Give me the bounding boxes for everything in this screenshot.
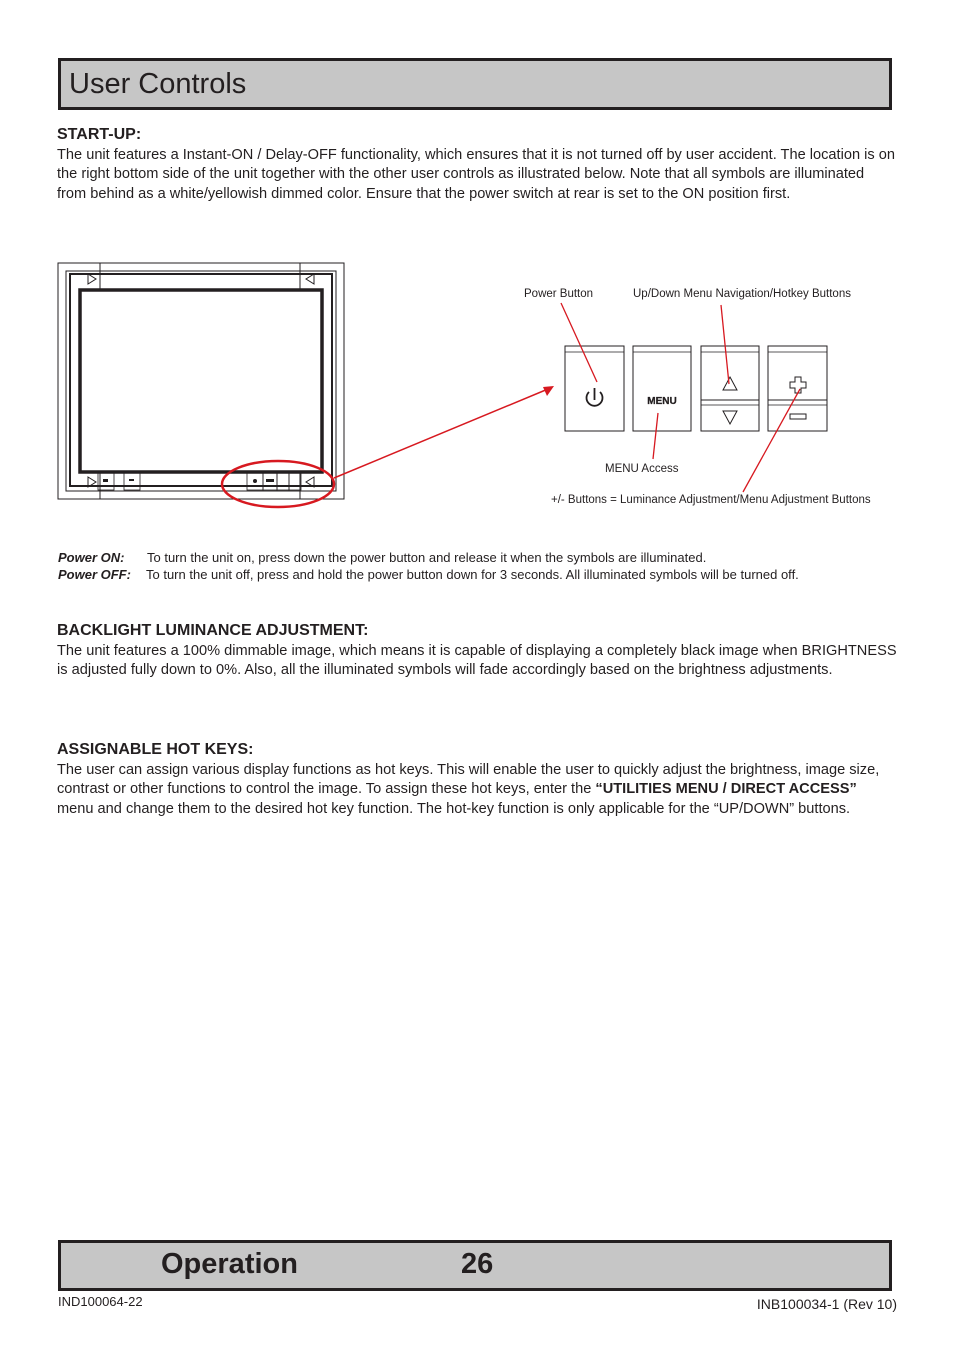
user-controls-diagram bbox=[0, 0, 954, 560]
doc-id-left: IND100064-22 bbox=[58, 1294, 143, 1309]
pointer-line bbox=[334, 389, 548, 478]
updown-label: Up/Down Menu Navigation/Hotkey Buttons bbox=[633, 288, 851, 300]
power-off-line bbox=[58, 567, 799, 582]
doc-id-right: INB100034-1 (Rev 10) bbox=[756, 1296, 897, 1312]
hotkeys-section bbox=[57, 741, 897, 819]
page-number: 26 bbox=[461, 1248, 494, 1280]
menu-button[interactable] bbox=[633, 346, 691, 431]
backlight-body: The unit features a 100% dimmable image, which means it is capable of displaying a completely black image when BRIGHTNESS is adjusted fully down to 0%. Also, all the illuminated symbols will fade accordingly based on the brightness adjustments. bbox=[57, 643, 897, 679]
startup-heading: START-UP: bbox=[57, 126, 142, 143]
control-panel bbox=[565, 346, 827, 431]
power-on-label: Power ON: bbox=[58, 550, 125, 565]
highlight-ellipse bbox=[222, 461, 334, 507]
backlight-heading: BACKLIGHT LUMINANCE ADJUSTMENT: bbox=[57, 622, 369, 639]
footer-bar bbox=[58, 1240, 892, 1291]
menu-button-label: MENU bbox=[647, 396, 677, 407]
hotkeys-heading: ASSIGNABLE HOT KEYS: bbox=[57, 741, 254, 758]
hotkeys-menu-name: “UTILITIES MENU / DIRECT ACCESS” bbox=[595, 781, 857, 798]
footer-title: Operation bbox=[161, 1248, 298, 1280]
power-on-line bbox=[58, 550, 706, 565]
menu-access-label: MENU Access bbox=[605, 463, 679, 475]
power-off-text: To turn the unit off, press and hold the power button down for 3 seconds. All illuminated symbols will be turned off. bbox=[146, 567, 799, 582]
hotkeys-body bbox=[57, 761, 897, 819]
power-button-label: Power Button bbox=[524, 288, 594, 300]
plusminus-buttons bbox=[768, 346, 827, 431]
plusminus-label: +/- Buttons = Luminance Adjustment/Menu Adjustment Buttons bbox=[551, 494, 871, 506]
updown-buttons bbox=[701, 346, 759, 431]
power-off-label: Power OFF: bbox=[58, 567, 131, 582]
hotkeys-body-part2: menu and change them to the desired hot key function. The hot-key function is only applicable for the “UP/DOWN” buttons. bbox=[57, 800, 851, 817]
startup-body: The unit features a Instant-ON / Delay-OFF functionality, which ensures that it is not turned off by user accident. The location is on the right bottom side of the unit together with the other user controls as illustrated below. Note that all symbols are illuminated from behind as a white/yellowish dimmed color. Ensure that the power switch at rear is set to the ON position first. bbox=[57, 147, 895, 202]
backlight-section bbox=[57, 622, 897, 681]
power-on-text: To turn the unit on, press down the power button and release it when the symbols are illuminated. bbox=[147, 550, 707, 565]
page-title: User Controls bbox=[69, 68, 247, 100]
hotkeys-body-part1: The user can assign various display functions as hot keys. This will enable the user to quickly adjust the brightness, image size, contrast or other functions to control the image. To assign these hot keys, enter the bbox=[57, 762, 880, 798]
